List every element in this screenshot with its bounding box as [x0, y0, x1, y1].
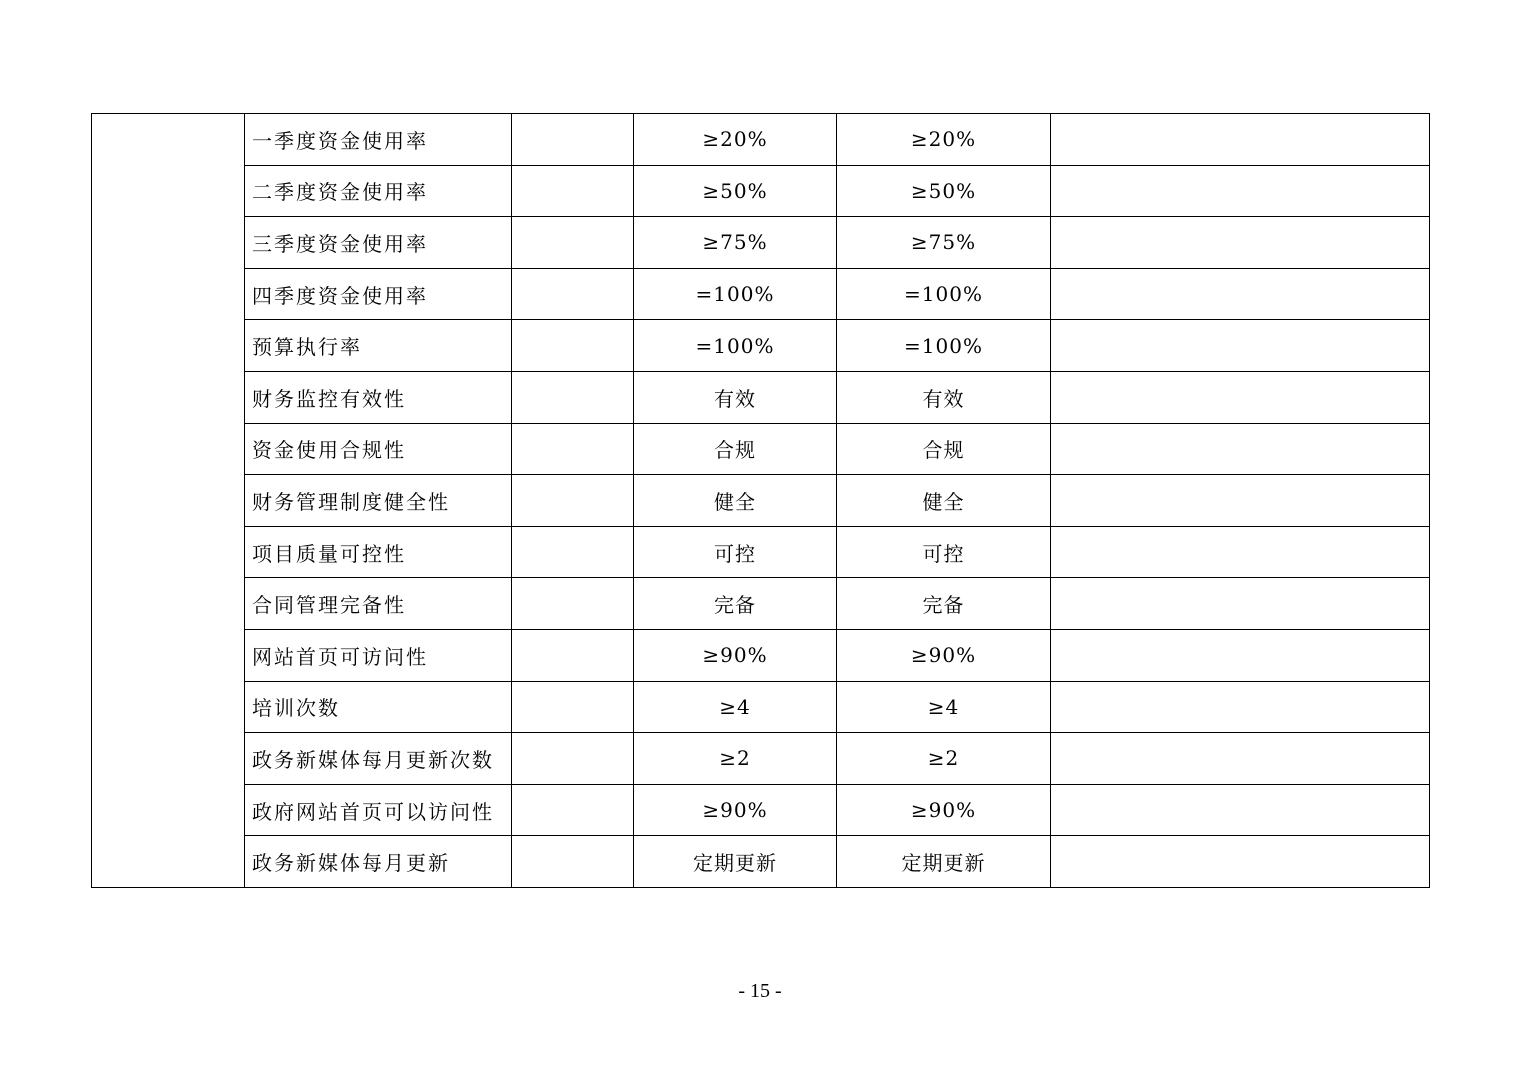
- indicator-name-cell: 培训次数: [245, 681, 512, 733]
- remark-cell: [1051, 320, 1430, 372]
- remark-cell: [1051, 629, 1430, 681]
- indicator-name-cell: 二季度资金使用率: [245, 165, 512, 217]
- target-value-cell: 健全: [634, 475, 837, 527]
- table-row: [92, 681, 1430, 733]
- indicator-name-cell: 合同管理完备性: [245, 578, 512, 630]
- blank-cell: [512, 784, 634, 836]
- actual-value-cell: ≥75%: [837, 217, 1051, 269]
- blank-cell: [512, 629, 634, 681]
- actual-value-cell: ≥90%: [837, 629, 1051, 681]
- blank-cell: [512, 320, 634, 372]
- remark-cell: [1051, 475, 1430, 527]
- remark-cell: [1051, 371, 1430, 423]
- remark-cell: [1051, 836, 1430, 888]
- category-cell: [92, 114, 245, 888]
- blank-cell: [512, 217, 634, 269]
- remark-cell: [1051, 784, 1430, 836]
- table-row: [92, 371, 1430, 423]
- indicator-name-cell: 政务新媒体每月更新: [245, 836, 512, 888]
- remark-cell: [1051, 578, 1430, 630]
- table-row: [92, 578, 1430, 630]
- indicator-name-cell: 项目质量可控性: [245, 526, 512, 578]
- remark-cell: [1051, 268, 1430, 320]
- target-value-cell: 有效: [634, 371, 837, 423]
- actual-value-cell: ≥4: [837, 681, 1051, 733]
- page-number: - 15 -: [738, 980, 782, 1002]
- actual-value-cell: ≥50%: [837, 165, 1051, 217]
- indicator-name-cell: 资金使用合规性: [245, 423, 512, 475]
- table-body: [92, 114, 1430, 888]
- table-row: [92, 475, 1430, 527]
- remark-cell: [1051, 526, 1430, 578]
- remark-cell: [1051, 217, 1430, 269]
- blank-cell: [512, 681, 634, 733]
- remark-cell: [1051, 423, 1430, 475]
- blank-cell: [512, 114, 634, 166]
- indicator-name-cell: 网站首页可访问性: [245, 629, 512, 681]
- indicator-name-cell: 政府网站首页可以访问性: [245, 784, 512, 836]
- blank-cell: [512, 475, 634, 527]
- target-value-cell: 定期更新: [634, 836, 837, 888]
- target-value-cell: ≥20%: [634, 114, 837, 166]
- actual-value-cell: 合规: [837, 423, 1051, 475]
- actual-value-cell: =100%: [837, 320, 1051, 372]
- blank-cell: [512, 733, 634, 785]
- target-value-cell: 可控: [634, 526, 837, 578]
- target-value-cell: ≥90%: [634, 784, 837, 836]
- table-row: [92, 526, 1430, 578]
- table-row: [92, 268, 1430, 320]
- indicator-name-cell: 四季度资金使用率: [245, 268, 512, 320]
- blank-cell: [512, 371, 634, 423]
- remark-cell: [1051, 733, 1430, 785]
- remark-cell: [1051, 165, 1430, 217]
- blank-cell: [512, 578, 634, 630]
- table-row: [92, 733, 1430, 785]
- table-row: [92, 217, 1430, 269]
- table-row: [92, 165, 1430, 217]
- target-value-cell: ≥2: [634, 733, 837, 785]
- actual-value-cell: 完备: [837, 578, 1051, 630]
- actual-value-cell: 可控: [837, 526, 1051, 578]
- actual-value-cell: ≥2: [837, 733, 1051, 785]
- actual-value-cell: 健全: [837, 475, 1051, 527]
- blank-cell: [512, 423, 634, 475]
- indicator-name-cell: 三季度资金使用率: [245, 217, 512, 269]
- target-value-cell: ≥90%: [634, 629, 837, 681]
- target-value-cell: ≥75%: [634, 217, 837, 269]
- actual-value-cell: ≥20%: [837, 114, 1051, 166]
- indicator-name-cell: 财务监控有效性: [245, 371, 512, 423]
- actual-value-cell: ≥90%: [837, 784, 1051, 836]
- indicator-name-cell: 政务新媒体每月更新次数: [245, 733, 512, 785]
- blank-cell: [512, 836, 634, 888]
- table-row: [92, 784, 1430, 836]
- target-value-cell: =100%: [634, 320, 837, 372]
- remark-cell: [1051, 114, 1430, 166]
- actual-value-cell: 有效: [837, 371, 1051, 423]
- indicator-name-cell: 预算执行率: [245, 320, 512, 372]
- table-row: [92, 423, 1430, 475]
- target-value-cell: ≥4: [634, 681, 837, 733]
- actual-value-cell: =100%: [837, 268, 1051, 320]
- target-value-cell: 合规: [634, 423, 837, 475]
- blank-cell: [512, 526, 634, 578]
- blank-cell: [512, 165, 634, 217]
- indicator-name-cell: 一季度资金使用率: [245, 114, 512, 166]
- target-value-cell: 完备: [634, 578, 837, 630]
- table-row: [92, 320, 1430, 372]
- table-row: [92, 836, 1430, 888]
- indicator-name-cell: 财务管理制度健全性: [245, 475, 512, 527]
- table-row: [92, 114, 1430, 166]
- remark-cell: [1051, 681, 1430, 733]
- table-row: [92, 629, 1430, 681]
- actual-value-cell: 定期更新: [837, 836, 1051, 888]
- target-value-cell: ≥50%: [634, 165, 837, 217]
- target-value-cell: =100%: [634, 268, 837, 320]
- blank-cell: [512, 268, 634, 320]
- indicator-table: [91, 113, 1430, 888]
